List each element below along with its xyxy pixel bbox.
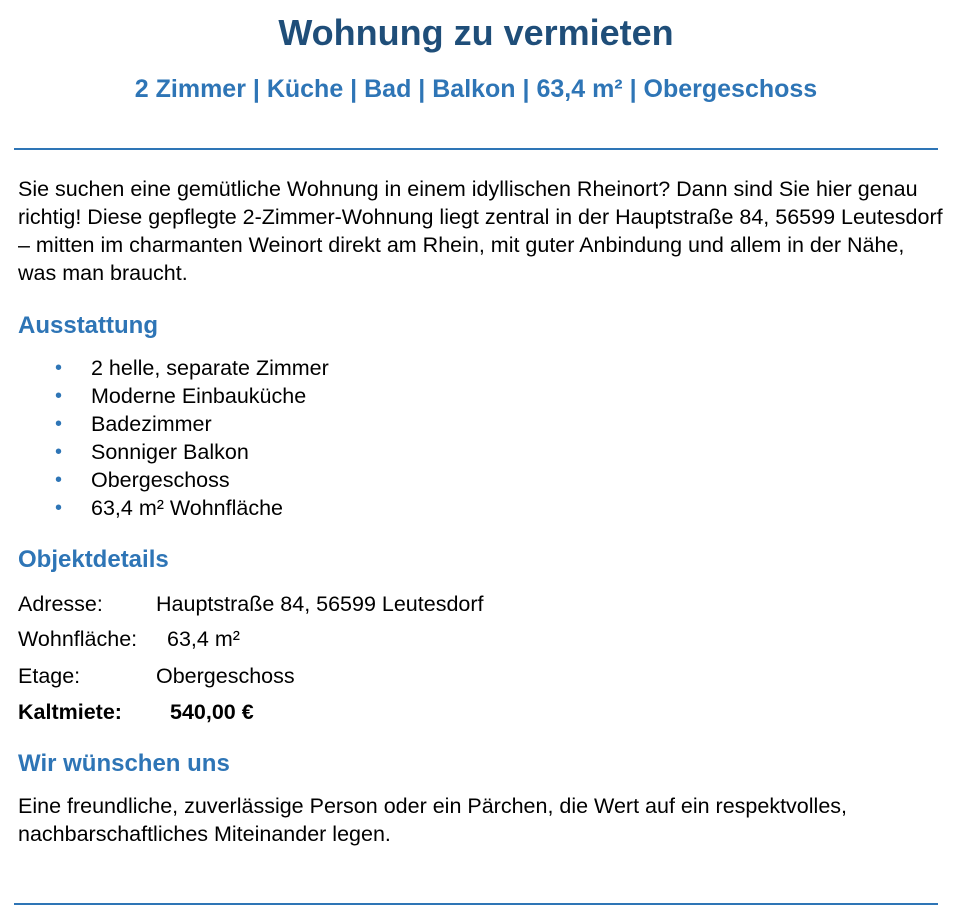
detail-value: 63,4 m²	[167, 627, 240, 651]
detail-label: Etage:	[18, 664, 81, 688]
detail-label: Wohnfläche:	[18, 627, 138, 651]
detail-label: Adresse:	[18, 592, 103, 616]
wuensche-paragraph: Eine freundliche, zuverlässige Person oder ein Pärchen, die Wert auf ein respektvolles, nachbarschaftliches Miteinander legen.	[18, 794, 847, 846]
detail-label: Kaltmiete:	[18, 700, 122, 724]
list-item-text: 2 helle, separate Zimmer	[91, 356, 329, 380]
page-title: Wohnung zu vermieten	[278, 12, 674, 53]
detail-value: Hauptstraße 84, 56599 Leutesdorf	[156, 592, 484, 616]
ausstattung-heading: Ausstattung	[18, 312, 158, 339]
list-item-text: Badezimmer	[91, 412, 212, 436]
wuensche-heading: Wir wünschen uns	[18, 750, 230, 777]
list-item-text: Sonniger Balkon	[91, 440, 249, 464]
bullet-icon: •	[55, 469, 63, 491]
intro-paragraph: Sie suchen eine gemütliche Wohnung in einem idyllischen Rheinort? Dann sind Sie hier genau richtig! Diese gepflegte 2-Zimmer-Wohnung liegt zentral in der Hauptstraße 84, 56599 Leutesdorf – mitten im charmanten Weinort direkt am Rhein, mit guter Anbindung und allem in der Nähe, was man braucht.	[18, 177, 943, 285]
bullet-icon: •	[55, 385, 63, 407]
bullet-icon: •	[55, 357, 63, 379]
bullet-icon: •	[55, 441, 63, 463]
list-item-text: Obergeschoss	[91, 468, 230, 492]
list-item-text: 63,4 m² Wohnfläche	[91, 496, 284, 520]
bottom-divider	[14, 903, 938, 905]
list-item-text: Moderne Einbauküche	[91, 384, 307, 408]
objektdetails-heading: Objektdetails	[18, 546, 169, 573]
bullet-icon: •	[55, 413, 63, 435]
page-subtitle: 2 Zimmer | Küche | Bad | Balkon | 63,4 m² | Obergeschoss	[134, 75, 818, 103]
bullet-icon: •	[55, 497, 63, 519]
top-divider	[14, 148, 938, 150]
detail-value: Obergeschoss	[156, 664, 295, 688]
detail-value: 540,00 €	[170, 700, 254, 724]
